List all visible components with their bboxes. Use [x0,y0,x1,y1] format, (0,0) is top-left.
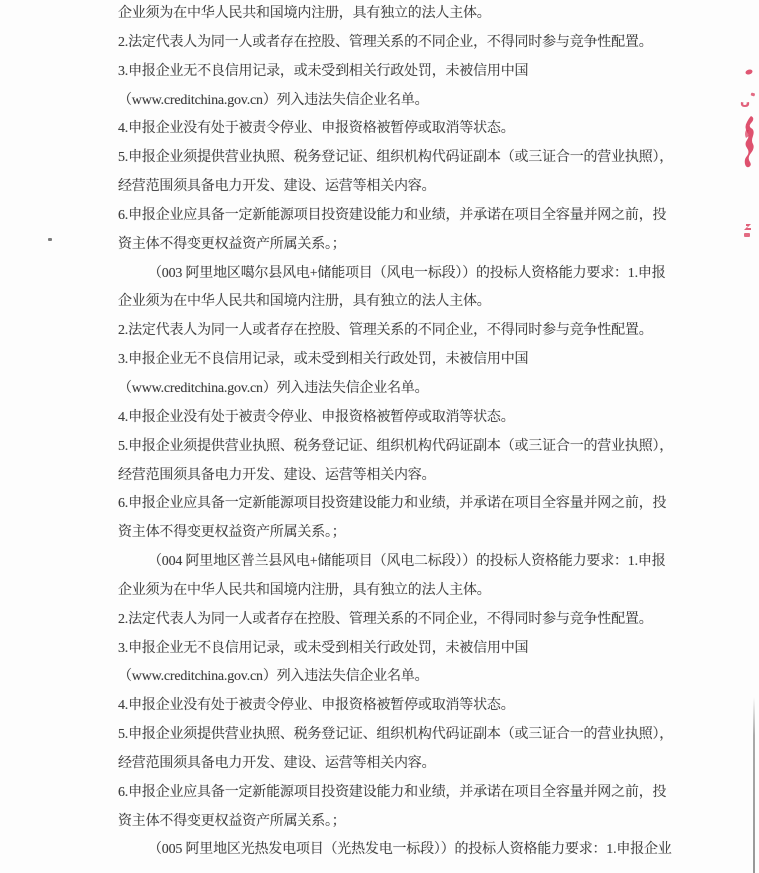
document-line: 2.法定代表人为同一人或者存在控股、管理关系的不同企业，不得同时参与竞争性配置。 [118,323,653,339]
document-line: 3.申报企业无不良信用记录，或未受到相关行政处罚，未被信用中国 [118,640,529,656]
document-line: 经营范围须具备电力开发、建设、运营等相关内容。 [118,467,436,483]
document-line-section-003: （003 阿里地区噶尔县风电+储能项目（风电一标段））的投标人资格能力要求：1.申报 [148,265,666,281]
document-line: 6.申报企业应具备一定新能源项目投资建设能力和业绩，并承诺在项目全容量并网之前，投 [118,784,667,800]
document-line: 资主体不得变更权益资产所属关系。； [118,813,346,829]
document-line-url: （www.creditchina.gov.cn）列入违法失信企业名单。 [118,380,429,396]
document-line: 4.申报企业没有处于被责令停业、申报资格被暂停或取消等状态。 [118,409,515,425]
document-line: 5.申报企业须提供营业执照、税务登记证、组织机构代码证副本（或三证合一的营业执照）， [118,727,674,743]
document-line-url: （www.creditchina.gov.cn）列入违法失信企业名单。 [118,92,429,108]
scan-speck [48,238,52,241]
document-line: 2.法定代表人为同一人或者存在控股、管理关系的不同企业，不得同时参与竞争性配置。 [118,611,653,627]
document-line: 3.申报企业无不良信用记录，或未受到相关行政处罚，未被信用中国 [118,352,529,368]
document-line: 5.申报企业须提供营业执照、税务登记证、组织机构代码证副本（或三证合一的营业执照）， [118,150,674,166]
document-line: 5.申报企业须提供营业执照、税务登记证、组织机构代码证副本（或三证合一的营业执照）， [118,438,674,454]
red-stamp-fragment-icon [738,88,758,119]
red-stamp-fragment-icon [740,220,756,249]
red-stamp-fragment-icon [744,66,756,84]
document-line: 企业须为在中华人民共和国境内注册，具有独立的法人主体。 [118,6,491,21]
document-text-block [118,0,738,865]
document-line: 资主体不得变更权益资产所属关系。； [118,525,346,541]
red-stamp-fragment-icon [741,114,757,175]
document-line-url: （www.creditchina.gov.cn）列入违法失信企业名单。 [118,669,429,685]
document-line-section-004: （004 阿里地区普兰县风电+储能项目（风电二标段））的投标人资格能力要求：1.申报 [148,554,666,570]
document-line: 资主体不得变更权益资产所属关系。； [118,236,346,252]
document-line: 6.申报企业应具备一定新能源项目投资建设能力和业绩，并承诺在项目全容量并网之前，投 [118,496,667,512]
document-line: 企业须为在中华人民共和国境内注册，具有独立的法人主体。 [118,294,491,310]
document-line: 经营范围须具备电力开发、建设、运营等相关内容。 [118,755,436,771]
document-line: 经营范围须具备电力开发、建设、运营等相关内容。 [118,179,436,195]
document-line-section-005: （005 阿里地区光热发电项目（光热发电一标段））的投标人资格能力要求：1.申报企业 [148,842,672,858]
document-line: 4.申报企业没有处于被责令停业、申报资格被暂停或取消等状态。 [118,698,515,714]
document-line: 企业须为在中华人民共和国境内注册，具有独立的法人主体。 [118,582,491,598]
scan-edge-line [753,697,755,873]
document-line: 2.法定代表人为同一人或者存在控股、管理关系的不同企业，不得同时参与竞争性配置。 [118,34,653,50]
document-line: 4.申报企业没有处于被责令停业、申报资格被暂停或取消等状态。 [118,121,515,137]
document-line: 6.申报企业应具备一定新能源项目投资建设能力和业绩，并承诺在项目全容量并网之前，投 [118,207,667,223]
document-line: 3.申报企业无不良信用记录，或未受到相关行政处罚，未被信用中国 [118,63,529,79]
